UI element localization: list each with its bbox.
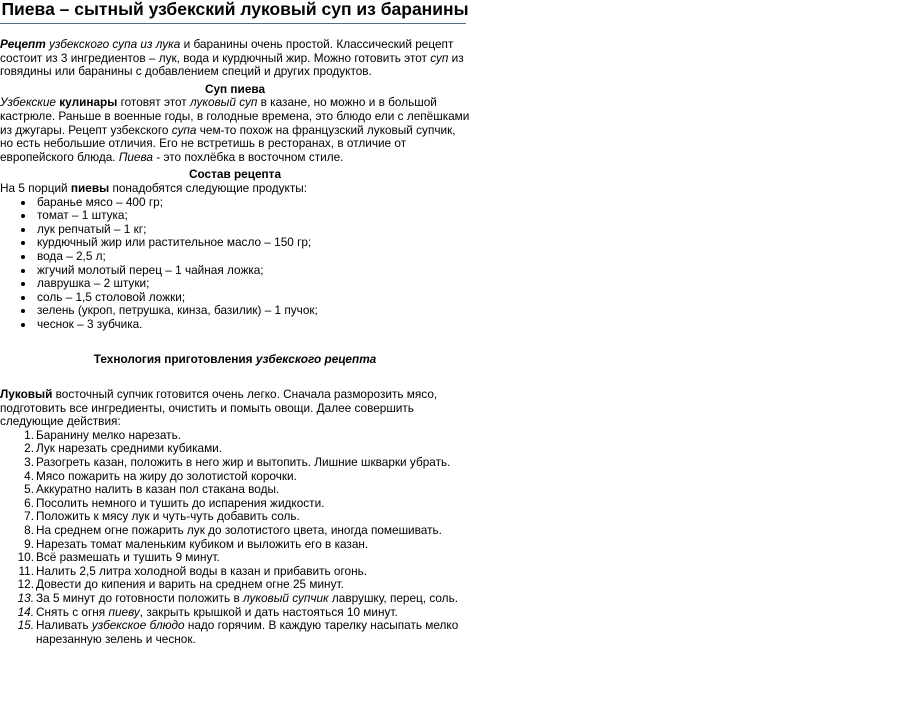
list-item: • вода – 2,5 л;: [35, 250, 470, 264]
list-item: [0, 524, 470, 538]
title-divider: [0, 23, 466, 24]
step-text-italic: узбекское блюдо: [91, 618, 185, 633]
step-text: Баранину мелко нарезать.: [36, 427, 181, 442]
list-item: [0, 538, 470, 552]
step-text: Мясо пожарить на жиру до золотистой корочки.: [36, 468, 297, 483]
step-text: На среднем огне пожарить лук до золотистого цвета, иногда помешивать.: [36, 523, 442, 537]
step-number: 9.: [24, 536, 34, 551]
step-text-2: , закрыть крышкой и дать настояться 10 минут.: [139, 604, 398, 619]
step-number: 4.: [24, 468, 34, 483]
list-item: • томат – 1 штука;: [35, 209, 470, 223]
step-text: Аккуратно налить в казан пол стакана воды.: [36, 482, 280, 497]
technology-heading-italic: узбекского рецепта: [255, 352, 377, 367]
step-text: Наливать: [36, 618, 92, 633]
step-number: 1.: [24, 427, 34, 442]
list-item: [0, 429, 470, 443]
ingredients-lead-text: На 5 порций: [0, 180, 71, 195]
step-text: Всё размешать и тушить 9 минут.: [36, 550, 220, 565]
ingredients-lead-bold: пиевы: [70, 180, 110, 195]
list-item: • чеснок – 3 зубчика.: [35, 318, 470, 332]
step-number: 3.: [24, 455, 34, 470]
soup-text-2: в казане, но можно и в большой кастрюле. Раньше в военные годы, в голодные времена, это блюдо ели с лепёшками из джугары. Рецепт узбекского: [0, 95, 470, 137]
step-text-italic: луковый супчик: [243, 590, 329, 605]
step-text: Разогреть казан, положить в него жир и вытопить. Лишние шкварки убрать.: [36, 455, 451, 470]
step-number: 8.: [24, 523, 34, 537]
list-item: [0, 497, 470, 511]
step-text: Лук нарезать средними кубиками.: [36, 441, 223, 456]
list-item: • курдючный жир или растительное масло – 150 гр;: [35, 236, 470, 250]
list-item: [0, 565, 470, 579]
list-item: [0, 470, 470, 484]
step-text: Снять с огня: [36, 604, 109, 619]
step-text: Посолить немного и тушить до испарения жидкости.: [36, 495, 325, 510]
step-text-italic: пиеву: [108, 604, 140, 619]
technology-heading-text: Технология приготовления: [93, 352, 256, 367]
step-number: 5.: [24, 482, 34, 497]
list-item: [0, 619, 470, 646]
list-item: • жгучий молотый перец – 1 чайная ложка;: [35, 264, 470, 278]
list-item: • лаврушка – 2 штуки;: [35, 277, 470, 291]
step-text: Налить 2,5 литра холодной воды в казан и прибавить огонь.: [36, 563, 368, 578]
soup-italic-4: Пиева: [118, 149, 153, 164]
soup-italic-1: Узбекские: [0, 95, 56, 110]
ingredients-list: [0, 196, 470, 332]
step-text: Довести до кипения и варить на среднем огне 25 минут.: [36, 577, 344, 592]
steps-list: [0, 429, 470, 647]
list-item: [0, 606, 470, 620]
soup-bold-1: кулинары: [55, 95, 118, 110]
list-item: [0, 442, 470, 456]
step-number: 10.: [17, 550, 34, 565]
article: [0, 0, 470, 646]
step-text-2: лаврушку, перец, соль.: [328, 590, 458, 605]
section-heading-technology: [0, 353, 470, 367]
intro-text-2: из говядины или баранины с добавлением специй и других продуктов.: [0, 50, 464, 79]
step-text: Нарезать томат маленьким кубиком и выложить его в казан.: [36, 536, 369, 551]
soup-text-3: чем-то похож на французский луковый супчик, но есть небольшие отличия. Его не встретишь в ресторанах, в отличие от европейского блюда.: [0, 122, 456, 164]
list-item: [0, 510, 470, 524]
list-item: [0, 592, 470, 606]
section-heading-soup: Суп пиева: [204, 81, 266, 96]
intro-paragraph: [0, 38, 470, 79]
soup-italic-2: луковый суп: [189, 95, 258, 110]
list-item: • соль – 1,5 столовой ложки;: [35, 291, 470, 305]
list-item: • лук репчатый – 1 кг;: [35, 223, 470, 237]
page-title: Пиева – сытный узбекский луковый суп из баранины: [1, 0, 469, 19]
list-item: [0, 483, 470, 497]
step-text: За 5 минут до готовности положить в: [36, 590, 243, 605]
ingredients-lead-text-2: понадобятся следующие продукты:: [109, 180, 307, 195]
list-item: [0, 551, 470, 565]
step-number: 12.: [17, 577, 34, 592]
technology-lead-text: восточный супчик готовится очень легко. Сначала разморозить мясо, подготовить все ингредиенты, очистить и помыть овощи. Далее совершить следующие действия:: [0, 387, 438, 429]
section-heading-ingredients: Состав рецепта: [188, 167, 282, 182]
soup-text-4: - это похлёбка в восточном стиле.: [152, 149, 344, 164]
list-item: [0, 456, 470, 470]
step-text: Положить к мясу лук и чуть-чуть добавить соль.: [36, 509, 300, 524]
technology-lead: [0, 388, 470, 429]
step-number: 7.: [24, 509, 34, 524]
step-number: 13.: [17, 590, 34, 605]
list-item: • зелень (укроп, петрушка, кинза, базилик) – 1 пучок;: [35, 304, 470, 318]
list-item: [0, 578, 470, 592]
list-item: • баранье мясо – 400 гр;: [35, 196, 470, 210]
intro-italic-2: суп: [430, 50, 449, 65]
ingredients-lead: [0, 182, 470, 196]
step-number: 6.: [24, 495, 34, 510]
step-number: 11.: [18, 563, 34, 578]
soup-italic-3: супа: [171, 122, 197, 137]
step-number: 14.: [17, 604, 34, 619]
technology-lead-bold: Луковый: [0, 387, 53, 402]
intro-italic: узбекского супа из лука: [45, 37, 181, 51]
step-text-2: надо горячим. В каждую тарелку насыпать мелко нарезанную зелень и чеснок.: [36, 618, 459, 646]
intro-bold-italic: Рецепт: [0, 37, 46, 51]
soup-paragraph: [0, 96, 470, 164]
step-number: 2.: [24, 441, 34, 456]
step-number: 15.: [17, 618, 34, 633]
intro-text: и баранины очень простой. Классический рецепт состоит из 3 ингредиентов – лук, вода и курдючный жир. Можно готовить этот: [0, 37, 454, 65]
soup-text-1: готовят этот: [117, 95, 190, 110]
